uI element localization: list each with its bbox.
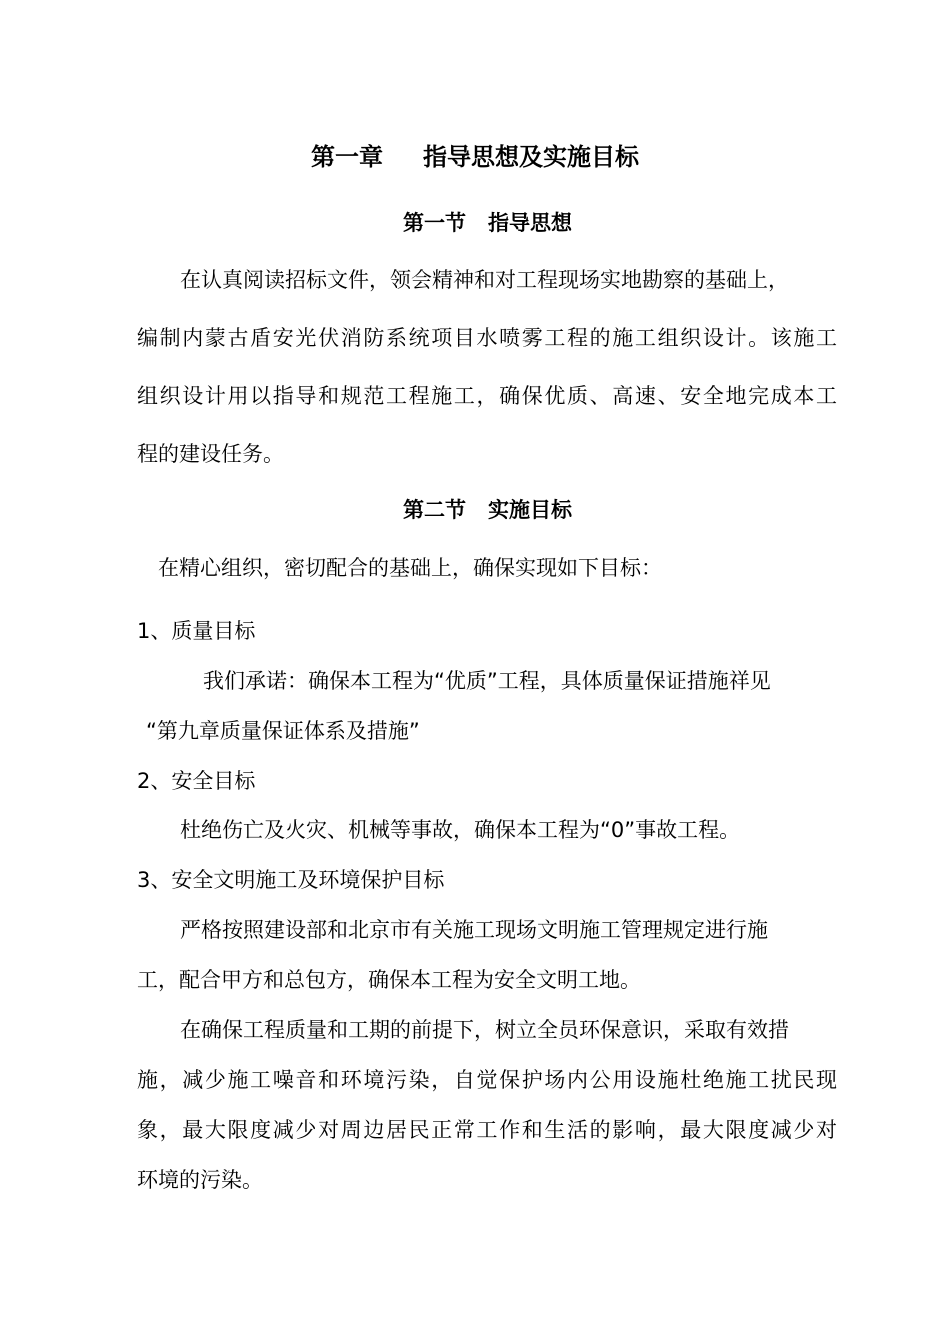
civilized-construction-heading: 3、安全文明施工及环境保护目标 (137, 868, 445, 892)
section-2-number: 第二节 (403, 498, 466, 522)
section-1-line-2: 编制内蒙古盾安光伏消防系统项目水喷雾工程的施工组织设计。该施工 (137, 326, 837, 350)
civilized-construction-line-1: 严格按照建设部和北京市有关施工现场文明施工管理规定进行施 (180, 918, 768, 942)
environment-line-4: 环境的污染。 (137, 1168, 263, 1192)
section-1-line-4: 程的建设任务。 (137, 442, 284, 466)
environment-line-2: 施，减少施工噪音和环境污染，自觉保护场内公用设施杜绝施工扰民现 (137, 1068, 837, 1092)
quality-goal-line-1: 我们承诺：确保本工程为“优质”工程，具体质量保证措施祥见 (203, 669, 771, 693)
section-1-line-3: 组织设计用以指导和规范工程施工，确保优质、高速、安全地完成本工 (137, 384, 837, 408)
section-1-name: 指导思想 (488, 211, 572, 235)
quality-goal-heading: 1、质量目标 (137, 619, 256, 643)
safety-goal-line-1: 杜绝伤亡及火灾、机械等事故，确保本工程为“0”事故工程。 (180, 818, 741, 842)
environment-line-1: 在确保工程质量和工期的前提下，树立全员环保意识，采取有效措 (180, 1018, 789, 1042)
section-2-intro: 在精心组织，密切配合的基础上，确保实现如下目标： (158, 556, 662, 580)
section-1-title (0, 209, 950, 237)
section-2-title (0, 496, 950, 524)
section-1-number: 第一节 (403, 211, 466, 235)
quality-goal-line-2: “第九章质量保证体系及措施” (146, 719, 420, 743)
safety-goal-heading: 2、安全目标 (137, 769, 256, 793)
chapter-number: 第一章 (311, 143, 383, 171)
chapter-name: 指导思想及实施目标 (423, 143, 639, 171)
section-1-line-1: 在认真阅读招标文件，领会精神和对工程现场实地勘察的基础上， (180, 268, 789, 292)
section-2-name: 实施目标 (488, 498, 572, 522)
chapter-title (0, 142, 950, 172)
civilized-construction-line-2: 工，配合甲方和总包方，确保本工程为安全文明工地。 (137, 968, 641, 992)
environment-line-3: 象，最大限度减少对周边居民正常工作和生活的影响，最大限度减少对 (137, 1118, 837, 1142)
